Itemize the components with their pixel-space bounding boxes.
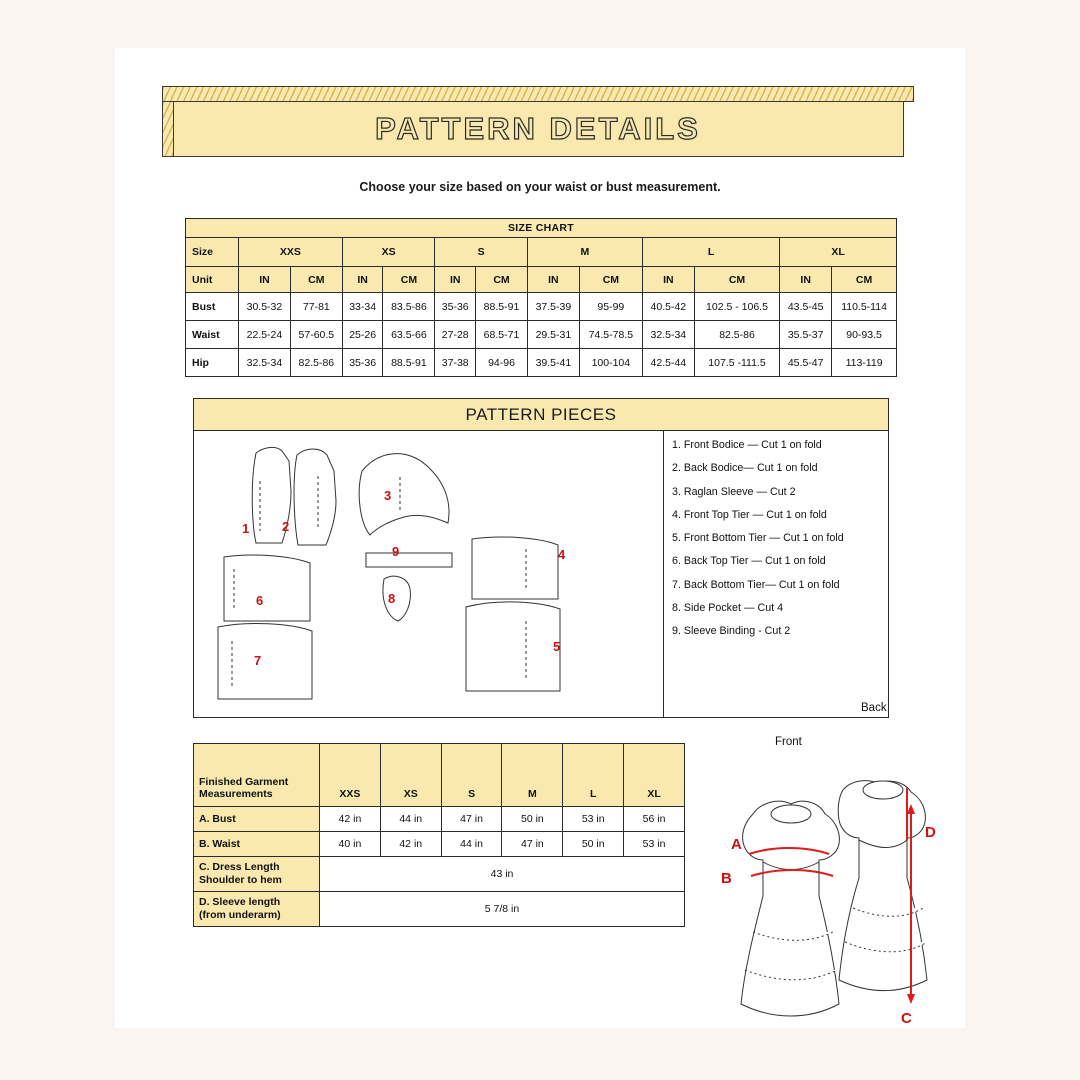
unit-m-cm: CM: [579, 267, 642, 293]
unit-xxs-in: IN: [239, 267, 291, 293]
row-label-hip: Hip: [186, 349, 239, 377]
cell: 44 in: [380, 807, 441, 832]
finished-size-m: M: [502, 744, 563, 807]
cell: 47 in: [502, 832, 563, 857]
finished-row-label-bust: A. Bust: [194, 807, 320, 832]
cell: 83.5-86: [383, 293, 435, 321]
finished-row-label-sleeve-length: [194, 892, 320, 927]
legend-item: 2. Back Bodice— Cut 1 on fold: [672, 462, 818, 475]
cell: 25-26: [342, 321, 383, 349]
finished-size-s: S: [441, 744, 502, 807]
cell: 56 in: [624, 807, 685, 832]
callout-c: C: [901, 1010, 912, 1027]
cell: 77-81: [290, 293, 342, 321]
finished-measurements-table: [193, 743, 685, 927]
piece-marker-9: 9: [392, 544, 400, 559]
unit-xl-cm: CM: [832, 267, 897, 293]
cell: 43.5-45: [780, 293, 832, 321]
finished-size-xs: XS: [380, 744, 441, 807]
piece-marker-8: 8: [388, 591, 396, 606]
page-title: PATTERN DETAILS: [375, 111, 701, 146]
cell: 37.5-39: [527, 293, 579, 321]
cell: 39.5-41: [527, 349, 579, 377]
finished-size-l: L: [563, 744, 624, 807]
cell: 50 in: [563, 832, 624, 857]
row-label-waist: Waist: [186, 321, 239, 349]
cell: 32.5-34: [239, 349, 291, 377]
size-header-label: Size: [186, 238, 239, 267]
banner-top-hatch: [162, 86, 914, 102]
cell: 82.5-86: [694, 321, 779, 349]
unit-m-in: IN: [527, 267, 579, 293]
dress-illustration: [693, 702, 963, 1028]
cell: 110.5-114: [832, 293, 897, 321]
size-chart-title: SIZE CHART: [186, 219, 897, 238]
piece-marker-6: 6: [256, 593, 264, 608]
finished-row-label-waist: B. Waist: [194, 832, 320, 857]
sleeve-length-label-line2: (from underarm): [199, 909, 281, 921]
finished-row-label-dress-length: [194, 857, 320, 892]
legend-item: 7. Back Bottom Tier— Cut 1 on fold: [672, 578, 840, 591]
row-label-bust: Bust: [186, 293, 239, 321]
cell: 82.5-86: [290, 349, 342, 377]
cell: 53 in: [563, 807, 624, 832]
cell: 57-60.5: [290, 321, 342, 349]
unit-header-label: Unit: [186, 267, 239, 293]
legend-item: 8. Side Pocket — Cut 4: [672, 602, 784, 615]
cell: 107.5 -111.5: [694, 349, 779, 377]
cell: 35-36: [435, 293, 476, 321]
cell: 53 in: [624, 832, 685, 857]
front-label: Front: [775, 736, 802, 748]
piece-marker-1: 1: [242, 521, 250, 536]
table-row: [194, 857, 685, 892]
finished-size-xxs: XXS: [320, 744, 381, 807]
dress-length-value: 43 in: [320, 857, 685, 892]
pattern-pieces-svg: [194, 431, 664, 718]
dress-length-label-line2: Shoulder to hem: [199, 874, 282, 886]
legend-item: 9. Sleeve Binding - Cut 2: [672, 625, 791, 638]
unit-xxs-cm: CM: [290, 267, 342, 293]
table-row: [194, 892, 685, 927]
size-chart-table: [185, 218, 897, 377]
piece-marker-7: 7: [254, 653, 262, 668]
cell: 35.5-37: [780, 321, 832, 349]
cell: 42 in: [380, 832, 441, 857]
legend-item: 6. Back Top Tier — Cut 1 on fold: [672, 555, 826, 568]
cell: 45.5-47: [780, 349, 832, 377]
finished-title-line2: Measurements: [199, 788, 273, 801]
cell: 113-119: [832, 349, 897, 377]
cell: 27-28: [435, 321, 476, 349]
cell: 88.5-91: [476, 293, 528, 321]
finished-header-row: [194, 744, 685, 807]
size-chart-unit-row: [186, 267, 897, 293]
dress-illustration-svg: [693, 728, 963, 1028]
unit-l-cm: CM: [694, 267, 779, 293]
unit-xs-in: IN: [342, 267, 383, 293]
size-header-xs: XS: [342, 238, 435, 267]
back-label: Back: [861, 702, 887, 714]
pattern-pieces-diagram: [194, 431, 664, 718]
finished-table-title: [194, 744, 320, 807]
dress-length-label-line1: C. Dress Length: [199, 861, 280, 874]
cell: 29.5-31: [527, 321, 579, 349]
cell: 94-96: [476, 349, 528, 377]
size-header-s: S: [435, 238, 528, 267]
table-row: [186, 293, 897, 321]
pattern-pieces-title: PATTERN PIECES: [194, 399, 888, 431]
cell: 44 in: [441, 832, 502, 857]
callout-d: D: [925, 824, 936, 841]
unit-l-in: IN: [642, 267, 694, 293]
size-header-xxs: XXS: [239, 238, 343, 267]
cell: 35-36: [342, 349, 383, 377]
unit-s-in: IN: [435, 267, 476, 293]
cell: 100-104: [579, 349, 642, 377]
unit-xl-in: IN: [780, 267, 832, 293]
finished-size-xl: XL: [624, 744, 685, 807]
cell: 40.5-42: [642, 293, 694, 321]
sleeve-length-value: 5 7/8 in: [320, 892, 685, 927]
legend-item: 4. Front Top Tier — Cut 1 on fold: [672, 508, 827, 521]
piece-marker-4: 4: [558, 547, 566, 562]
unit-s-cm: CM: [476, 267, 528, 293]
legend-item: 5. Front Bottom Tier — Cut 1 on fold: [672, 532, 844, 545]
size-chart-title-row: [186, 219, 897, 238]
piece-marker-2: 2: [282, 519, 290, 534]
cell: 42 in: [320, 807, 381, 832]
cell: 42.5-44: [642, 349, 694, 377]
subtitle-text: Choose your size based on your waist or bust measurement.: [359, 180, 721, 194]
table-row: [186, 349, 897, 377]
unit-xs-cm: CM: [383, 267, 435, 293]
sleeve-length-label-line1: D. Sleeve length: [199, 896, 281, 909]
legend-item: 1. Front Bodice — Cut 1 on fold: [672, 439, 822, 451]
size-header-m: M: [527, 238, 642, 267]
pattern-details-banner: [162, 86, 914, 159]
table-row: [194, 832, 685, 857]
cell: 37-38: [435, 349, 476, 377]
cell: 95-99: [579, 293, 642, 321]
cell: 32.5-34: [642, 321, 694, 349]
cell: 74.5-78.5: [579, 321, 642, 349]
pattern-pieces-panel: [193, 398, 889, 718]
callout-b: B: [721, 870, 732, 887]
cell: 30.5-32: [239, 293, 291, 321]
size-chart-size-row: [186, 238, 897, 267]
callout-a: A: [731, 836, 742, 853]
cell: 102.5 - 106.5: [694, 293, 779, 321]
cell: 68.5-71: [476, 321, 528, 349]
size-header-l: L: [642, 238, 779, 267]
finished-title-line1: Finished Garment: [199, 775, 289, 788]
cell: 22.5-24: [239, 321, 291, 349]
cell: 88.5-91: [383, 349, 435, 377]
piece-marker-3: 3: [384, 488, 392, 503]
legend-item: 3. Raglan Sleeve — Cut 2: [672, 485, 796, 498]
table-row: [186, 321, 897, 349]
pattern-pieces-body: [194, 431, 888, 718]
cell: 63.5-66: [383, 321, 435, 349]
pattern-pieces-legend: [672, 439, 884, 649]
cell: 90-93.5: [832, 321, 897, 349]
piece-marker-5: 5: [553, 639, 561, 654]
table-row: [194, 807, 685, 832]
cell: 47 in: [441, 807, 502, 832]
size-header-xl: XL: [780, 238, 897, 267]
cell: 40 in: [320, 832, 381, 857]
cell: 50 in: [502, 807, 563, 832]
document-page: [115, 48, 965, 1028]
cell: 33-34: [342, 293, 383, 321]
